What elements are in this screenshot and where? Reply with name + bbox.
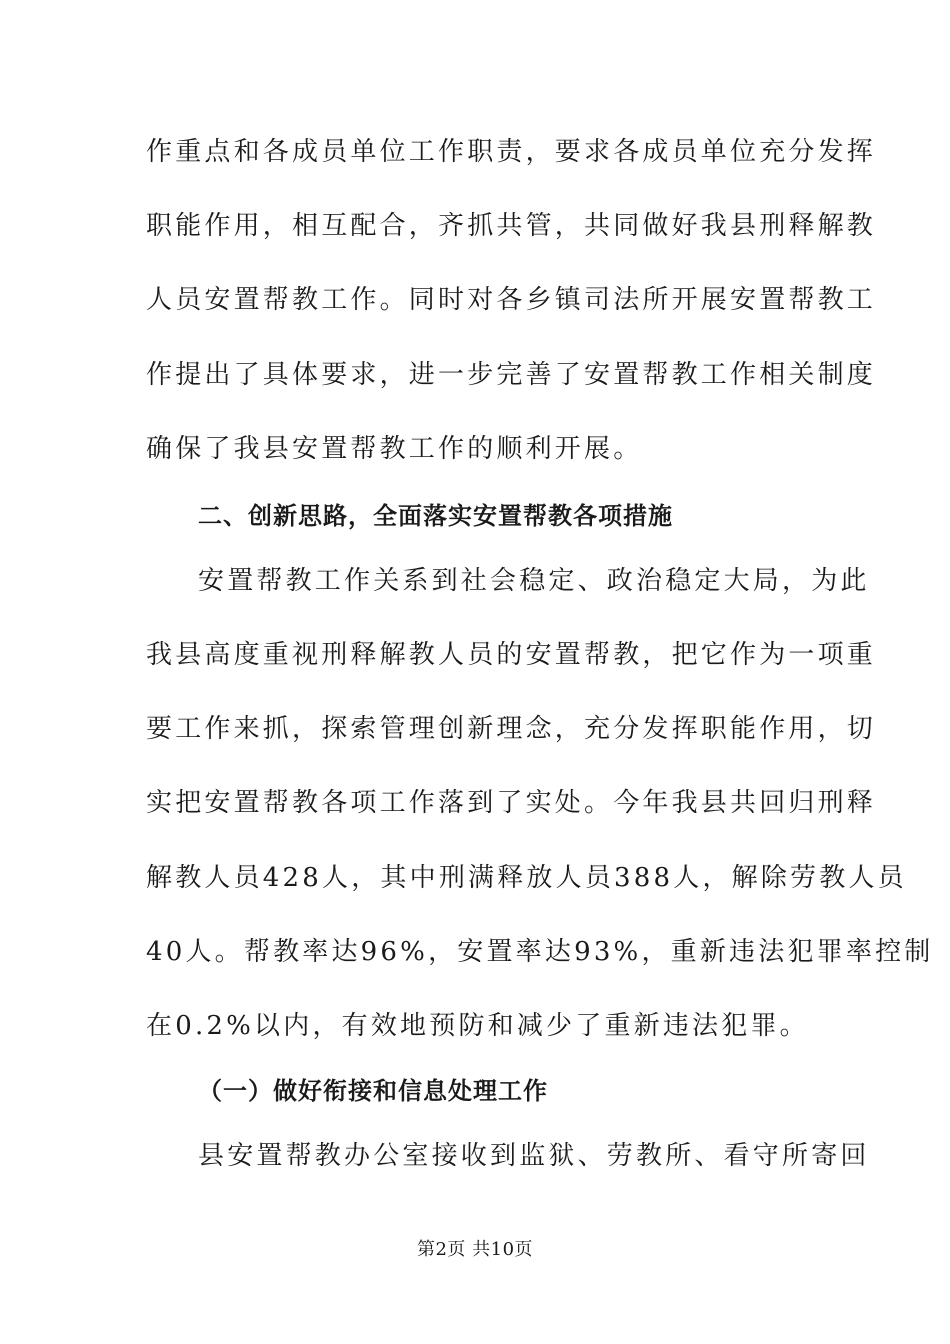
paragraph-line: 作重点和各成员单位工作职责，要求各成员单位充分发挥 [146, 137, 877, 167]
paragraph-line: 确保了我县安置帮教工作的顺利开展。 [146, 434, 643, 464]
paragraph-line: 在0.2%以内，有效地预防和减少了重新违法犯罪。 [146, 1011, 809, 1041]
paragraph-line: 安置帮教工作关系到社会稳定、政治稳定大局，为此 [198, 566, 870, 596]
paragraph-line: 我县高度重视刑释解教人员的安置帮教，把它作为一项重 [146, 640, 877, 670]
paragraph-line: 作提出了具体要求，进一步完善了安置帮教工作相关制度 [146, 360, 877, 390]
paragraph-line: 职能作用，相互配合，齐抓共管，共同做好我县刑释解教 [146, 211, 877, 241]
page-number-footer: 第2页 共10页 [416, 1239, 534, 1260]
paragraph-line: 县安置帮教办公室接收到监狱、劳教所、看守所寄回 [198, 1141, 870, 1171]
paragraph-line: 实把安置帮教各项工作落到了实处。今年我县共回归刑释 [146, 788, 877, 818]
paragraph-line: 要工作来抓，探索管理创新理念，充分发挥职能作用，切 [146, 714, 877, 744]
paragraph-line: 解教人员428人，其中刑满释放人员388人，解除劳教人员 [146, 863, 907, 893]
paragraph-line: 40人。帮教率达96%，安置率达93%，重新违法犯罪率控制 [146, 937, 934, 967]
section-heading: 二、创新思路，全面落实安置帮教各项措施 [198, 502, 673, 530]
paragraph-line: 人员安置帮教工作。同时对各乡镇司法所开展安置帮教工 [146, 285, 877, 315]
subsection-heading: （一）做好衔接和信息处理工作 [198, 1077, 548, 1105]
